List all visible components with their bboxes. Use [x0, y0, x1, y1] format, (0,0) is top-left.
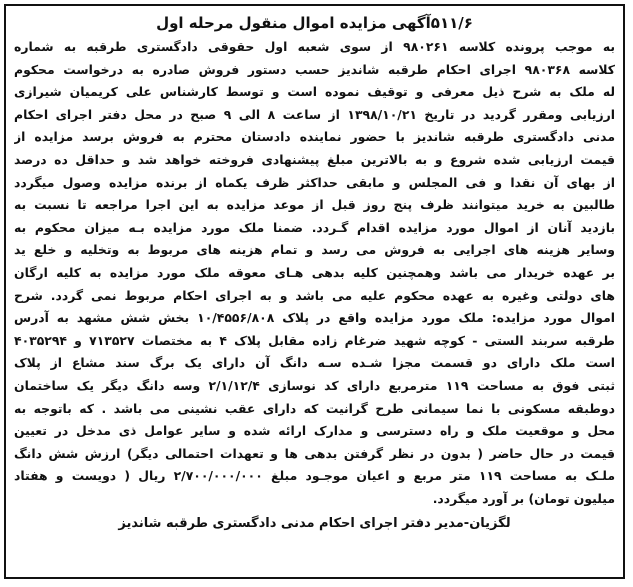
- body-line: قیمت ارزیابی شده شروع و به بالاترین مبلغ پیشنهادی فروخته خواهد شد و حداقل ده درصد: [14, 151, 615, 167]
- body-line: طالبین به خرید میتوانند ظرف پنج روز قبل از موعد مزایده به این اجرا مراجعه تا نسبت به: [14, 197, 615, 213]
- body-line: قیمت در حال حاضر ( بدون در نظر گرفتن بدهی ها و تعهدات احتمالی دیگر) ارزش شش دانگ: [14, 445, 615, 461]
- body-line: مدنی دادگستری طرقبه شاندیز با حضور نماینده دادستان محترم به فروش برسد مزایده از: [14, 129, 615, 145]
- body-line: دوطبقه مسکونی با نما سیمانی طرح گرانیت که دارای عقب نشینی می باشد . که باتوجه به: [14, 400, 615, 416]
- body-line: بر عهده خریدار می باشد وهمچنین کلیه بدهی هـای معوقه ملک مورد مزایده به کلیه ارگان: [14, 264, 615, 280]
- body-line: ملـک به مساحت ۱۱۹ متر مربع و اعیان موجـود مبلغ ۲/۷۰۰/۰۰۰/۰۰۰ ریال ( دویست و هفتاد: [14, 468, 615, 484]
- notice-signature: لگزیان-مدیر دفتر اجرای احکام مدنی دادگستری طرقبه شاندیز: [118, 516, 511, 532]
- notice-frame: [4, 4, 625, 579]
- notice-body: [14, 36, 615, 510]
- body-line: میلیون تومان) بر آورد میگردد.: [432, 490, 615, 506]
- body-line: به موجب پرونده کلاسه ۹۸۰۲۶۱ از سوی شعبه اول حقوقی دادگستری طرقبه به شماره: [14, 39, 615, 54]
- notice-title: ۵۱۱/۶آگهی مزایده اموال منقول مرحله اول: [156, 14, 473, 32]
- body-line: ارزیابی ومقرر گردید در تاریخ ۱۳۹۸/۱۰/۲۱ از ساعت ۸ الی ۹ صبح در محل دفتر اجرای احکام: [14, 106, 615, 122]
- body-line: ثبتی فوق به مساحت ۱۱۹ مترمربع دارای کد نوسازی ۲/۱/۱۲/۴ وسه دانگ دیگر یک ساختمان: [14, 377, 615, 393]
- body-line: از بهای آن نقدا و فی المجلس و مابقی حداکثر ظرف یکماه از برنده مزایده وصول میگردد: [14, 174, 615, 190]
- body-line: های دولتی وغیره به عهده محکوم علیه می باشد و به اجرای احکام مربوط نمی گردد. شرح: [14, 287, 615, 303]
- body-line: کلاسه ۹۸۰۳۶۸ اجرای احکام طرقبه شاندیز حسب دستور فروش صادره به درخواست محکوم: [14, 61, 615, 77]
- body-line: له ملک به شرح ذیل معرفی و توقیف نموده است و توسط کارشناس علی کریمیان شیرازی: [14, 84, 615, 100]
- body-line: بازدید آنان از اموال مورد مزایده اقدام گـردد. ضمنا ملک مورد مزایده بـه میزان محکوم به: [14, 219, 615, 235]
- body-line: است ملک دارای دو قسمت مجزا شـده سـه دانگ آن دارای یک برگ سند مشاع از پلاک: [14, 355, 615, 371]
- body-line: طرقبه سربند الستی - کوچه شهید ضرغام زاده مقابل پلاک ۴ به مختصات ۷۱۳۵۲۷ و ۴۰۳۵۲۹۴: [14, 332, 615, 348]
- body-line: اموال مورد مزایده: ملک مورد مزایده واقع در پلاک ۱۰/۴۵۵۶/۸۰۸ بخش شش مشهد به آدرس: [14, 310, 615, 326]
- body-line: وسایر هزینه های اجرایی به فروش می رسد و تمام هزینه های مربوط به وتخلیه و خلع ید: [14, 242, 615, 258]
- body-line: محل و موقعیت ملک و راه دسترسی و مدارک ارائه شده و سایر عوامل ذی مدخل در تعیین: [14, 423, 615, 439]
- auction-notice: [6, 6, 623, 536]
